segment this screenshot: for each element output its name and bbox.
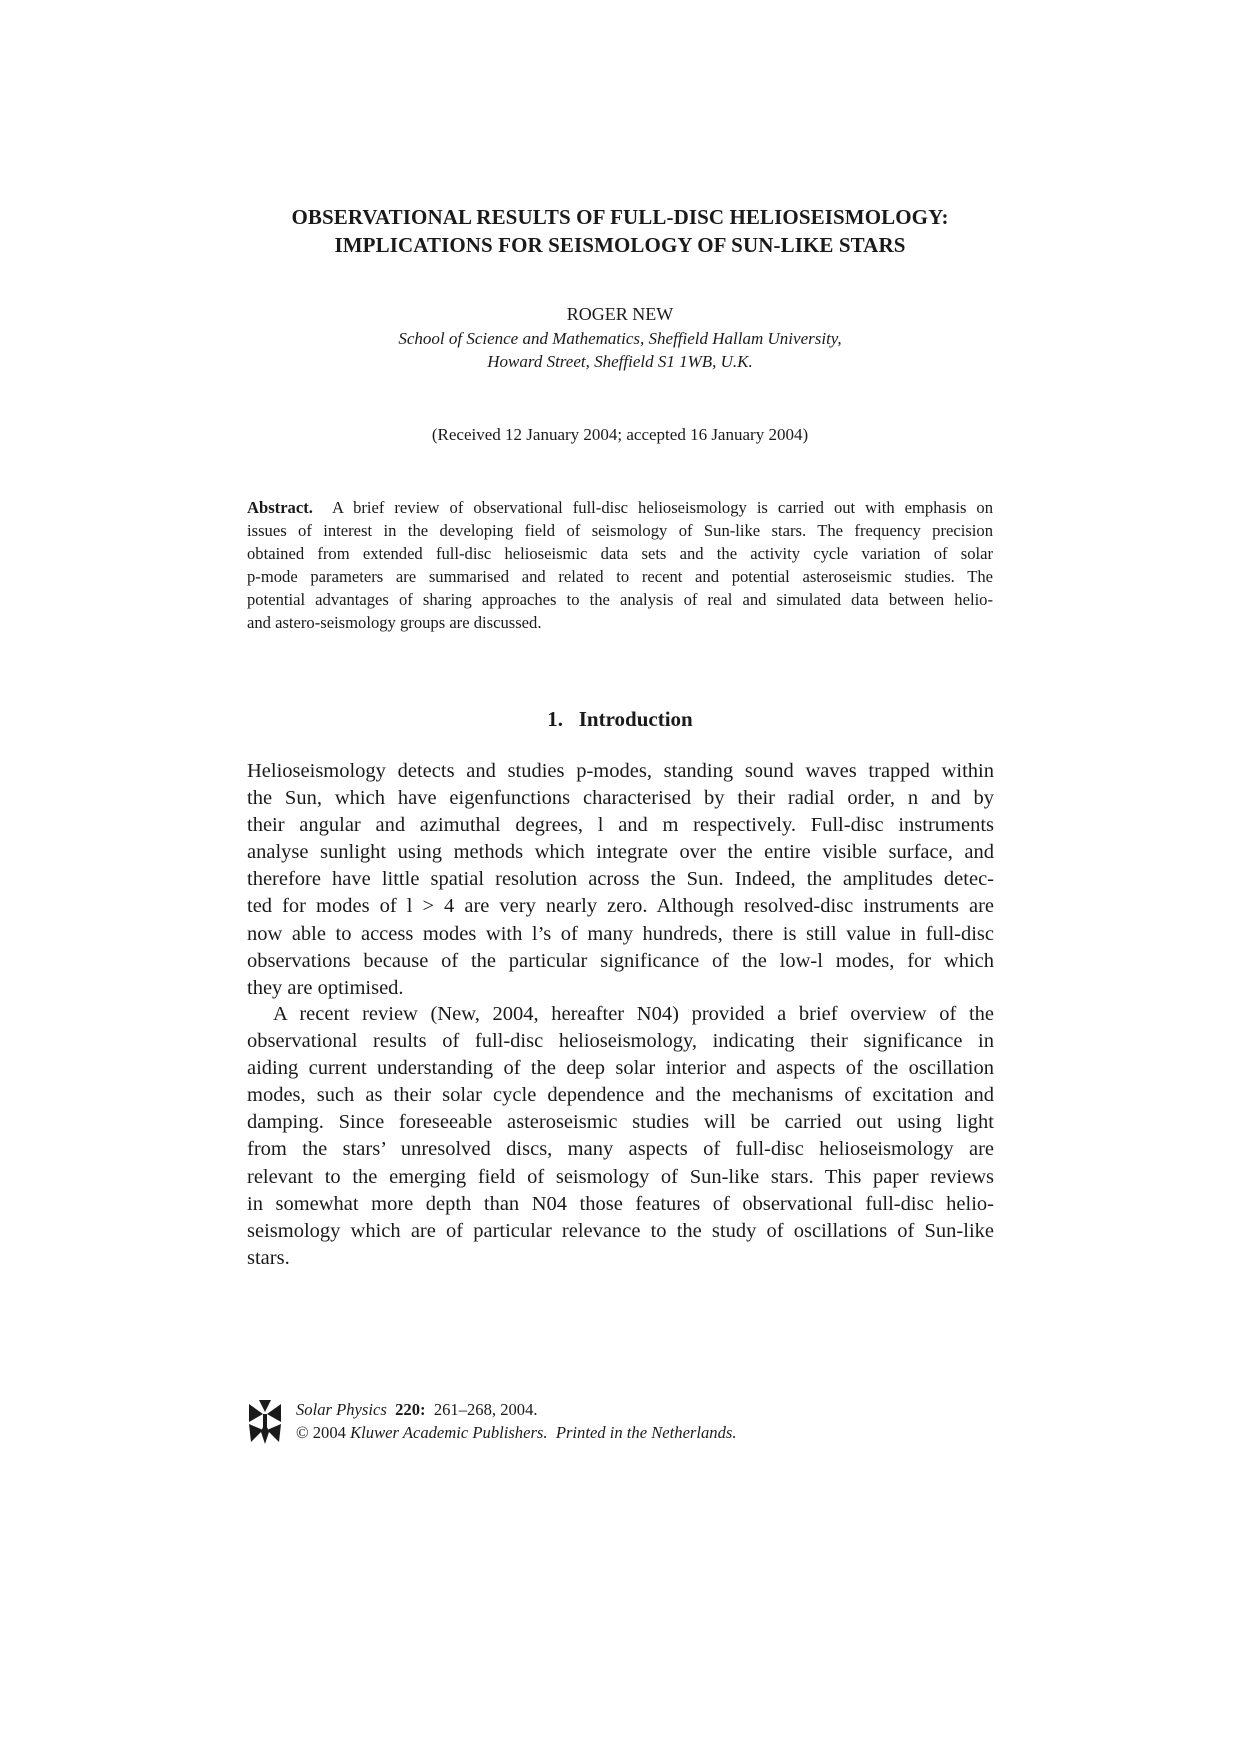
title-line-2: IMPLICATIONS FOR SEISMOLOGY OF SUN-LIKE STARS: [334, 233, 906, 257]
author-affiliation: [200, 327, 1040, 373]
paragraph-line: stars.: [247, 1246, 290, 1269]
paragraph-line: Helioseismology detects and studies p-modes, standing sound waves trapped within: [247, 760, 994, 782]
paragraph-line: damping. Since foreseeable asteroseismic studies will be carried out using light: [247, 1111, 994, 1134]
abstract-text: A brief review of observational full-disc helioseismology is carried out with emphasis on: [332, 498, 993, 517]
paragraph-2: [247, 1001, 994, 1272]
publisher-name: Kluwer Academic Publishers.: [350, 1423, 548, 1442]
affiliation-line-2: Howard Street, Sheffield S1 1WB, U.K.: [487, 352, 753, 371]
footer-citation: [296, 1398, 737, 1421]
paragraph-line: from the stars’ unresolved discs, many aspects of full-disc helioseismology are: [247, 1138, 994, 1161]
abstract-line-1: [247, 496, 993, 519]
footer-copyright: [296, 1421, 737, 1444]
paragraph-line: observational results of full-disc helioseismology, indicating their significance in: [247, 1030, 994, 1053]
abstract-line-5: potential advantages of sharing approaches to the analysis of real and simulated data between helio-: [247, 590, 993, 609]
paragraph-line: ted for modes of l > 4 are very nearly zero. Although resolved-disc instruments are: [247, 895, 994, 918]
abstract-line-2: issues of interest in the developing field of seismology of Sun-like stars. The frequency precision: [247, 521, 993, 540]
journal-volume: 220:: [395, 1400, 426, 1419]
author-name: ROGER NEW: [566, 304, 674, 324]
paragraph-line: aiding current understanding of the deep solar interior and aspects of the oscillation: [247, 1057, 994, 1080]
paragraph-line: observations because of the particular significance of the low-l modes, for which: [247, 949, 994, 972]
section-title: Introduction: [578, 707, 693, 731]
abstract-line-4: p-mode parameters are summarised and related to recent and potential asteroseismic studies. The: [247, 567, 993, 586]
footer-text: [296, 1398, 737, 1444]
paragraph-line: seismology which are of particular relevance to the study of oscillations of Sun-like: [247, 1219, 994, 1242]
paragraph-line: their angular and azimuthal degrees, l and m respectively. Full-disc instruments: [247, 814, 994, 837]
section-number: 1.: [547, 707, 563, 731]
paragraph-line: analyse sunlight using methods which integrate over the entire visible surface, and: [247, 841, 994, 864]
abstract-label: Abstract.: [247, 498, 313, 517]
paragraph-line: therefore have little spatial resolution across the Sun. Indeed, the amplitudes detec-: [247, 868, 994, 891]
paragraph-1: [247, 758, 994, 1002]
journal-name: Solar Physics: [296, 1400, 387, 1419]
section-heading-introduction: [247, 706, 993, 732]
paragraph-line: in somewhat more depth than N04 those features of observational full-disc helio-: [247, 1192, 994, 1215]
title-line-1: OBSERVATIONAL RESULTS OF FULL-DISC HELIOSEISMOLOGY:: [291, 205, 949, 229]
received-date: (Received 12 January 2004; accepted 16 January 2004): [431, 425, 809, 444]
paragraph-line: A recent review (New, 2004, hereafter N04) provided a brief overview of the: [273, 1003, 994, 1025]
abstract-line-6: and astero-seismology groups are discussed.: [247, 613, 542, 632]
abstract-line-3: obtained from extended full-disc helioseismic data sets and the activity cycle variation of solar: [247, 544, 993, 563]
abstract: [247, 496, 993, 634]
printed-location: Printed in the Netherlands.: [555, 1423, 737, 1442]
copyright-year: © 2004: [296, 1423, 346, 1442]
affiliation-line-1: School of Science and Mathematics, Sheffield Hallam University,: [398, 329, 842, 348]
paragraph-line: modes, such as their solar cycle dependence and the mechanisms of excitation and: [247, 1084, 994, 1107]
paragraph-line: now able to access modes with l’s of many hundreds, there is still value in full-disc: [247, 922, 994, 945]
paragraph-line: they are optimised.: [247, 976, 404, 999]
journal-footer: [247, 1398, 947, 1458]
journal-pages: 261–268, 2004.: [433, 1400, 538, 1419]
paper-title: [200, 203, 1040, 259]
kluwer-logo-icon: [247, 1400, 283, 1444]
paragraph-line: the Sun, which have eigenfunctions characterised by their radial order, n and by: [247, 787, 994, 810]
paragraph-line: relevant to the emerging field of seismology of Sun-like stars. This paper reviews: [247, 1165, 994, 1188]
